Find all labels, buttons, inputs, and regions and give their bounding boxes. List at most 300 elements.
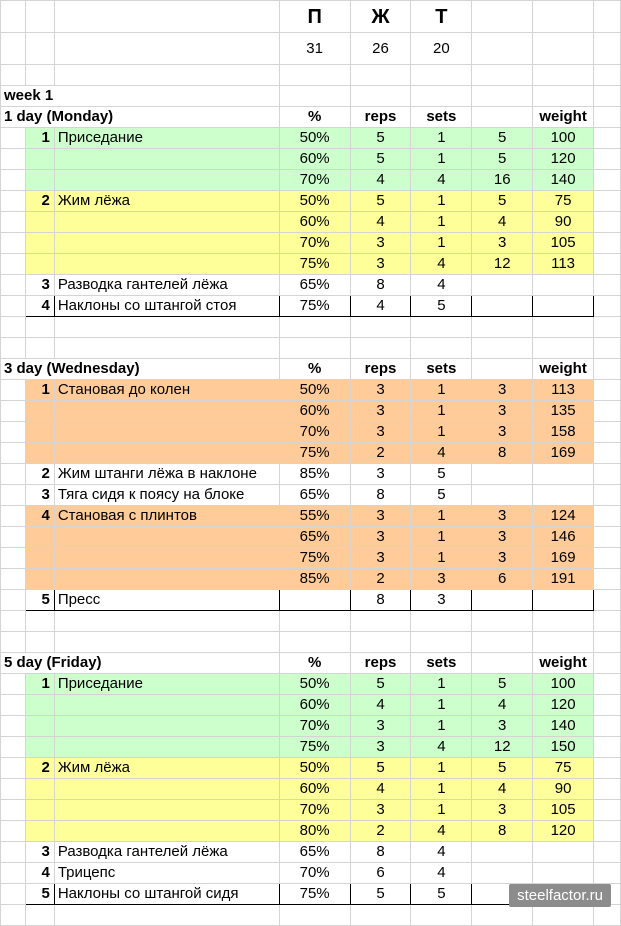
reps-cell[interactable]: 8: [350, 590, 411, 611]
empty-cell[interactable]: [594, 821, 621, 842]
empty-cell[interactable]: [594, 653, 621, 674]
empty-cell[interactable]: [1, 569, 26, 590]
total-reps-cell[interactable]: [472, 842, 533, 863]
column-header-weight[interactable]: weight: [533, 359, 594, 380]
empty-cell[interactable]: [533, 65, 594, 86]
exercise-number[interactable]: 3: [25, 485, 54, 506]
section-title[interactable]: 3 day (Wednesday): [1, 359, 280, 380]
empty-cell[interactable]: [25, 905, 54, 926]
empty-cell[interactable]: [533, 317, 594, 338]
empty-cell[interactable]: [279, 632, 350, 653]
empty-cell[interactable]: [594, 33, 621, 65]
sets-cell[interactable]: 1: [411, 674, 472, 695]
exercise-name[interactable]: [54, 716, 279, 737]
sets-cell[interactable]: 1: [411, 695, 472, 716]
empty-cell[interactable]: [411, 317, 472, 338]
empty-cell[interactable]: [594, 758, 621, 779]
empty-cell[interactable]: [594, 86, 621, 107]
weight-cell[interactable]: [533, 863, 594, 884]
empty-cell[interactable]: [1, 401, 26, 422]
empty-cell[interactable]: [594, 254, 621, 275]
empty-cell[interactable]: [1, 1, 26, 33]
exercise-name[interactable]: [54, 233, 279, 254]
empty-cell[interactable]: [533, 632, 594, 653]
exercise-name[interactable]: [54, 422, 279, 443]
empty-cell[interactable]: [533, 611, 594, 632]
empty-cell[interactable]: [594, 590, 621, 611]
exercise-number[interactable]: [25, 422, 54, 443]
empty-cell[interactable]: [472, 107, 533, 128]
empty-cell[interactable]: [594, 1, 621, 33]
percent-cell[interactable]: 85%: [279, 464, 350, 485]
total-reps-cell[interactable]: 5: [472, 128, 533, 149]
sets-cell[interactable]: 3: [411, 590, 472, 611]
exercise-name[interactable]: [54, 737, 279, 758]
sets-cell[interactable]: 1: [411, 527, 472, 548]
header-number[interactable]: 26: [350, 33, 411, 65]
reps-cell[interactable]: 3: [350, 422, 411, 443]
empty-cell[interactable]: [279, 317, 350, 338]
exercise-name[interactable]: [54, 527, 279, 548]
weight-cell[interactable]: 135: [533, 401, 594, 422]
empty-cell[interactable]: [54, 905, 279, 926]
empty-cell[interactable]: [472, 317, 533, 338]
exercise-number[interactable]: 2: [25, 191, 54, 212]
sets-cell[interactable]: 4: [411, 842, 472, 863]
empty-cell[interactable]: [594, 212, 621, 233]
empty-cell[interactable]: [1, 716, 26, 737]
reps-cell[interactable]: 5: [350, 149, 411, 170]
percent-cell[interactable]: 50%: [279, 758, 350, 779]
empty-cell[interactable]: [594, 422, 621, 443]
reps-cell[interactable]: 5: [350, 884, 411, 905]
percent-cell[interactable]: 75%: [279, 443, 350, 464]
empty-cell[interactable]: [1, 317, 26, 338]
empty-cell[interactable]: [1, 254, 26, 275]
sets-cell[interactable]: 5: [411, 296, 472, 317]
empty-cell[interactable]: [594, 695, 621, 716]
exercise-number[interactable]: [25, 548, 54, 569]
total-reps-cell[interactable]: [472, 296, 533, 317]
total-reps-cell[interactable]: 3: [472, 401, 533, 422]
empty-cell[interactable]: [1, 65, 26, 86]
percent-cell[interactable]: 70%: [279, 233, 350, 254]
weight-cell[interactable]: 140: [533, 716, 594, 737]
empty-cell[interactable]: [472, 86, 533, 107]
empty-cell[interactable]: [1, 695, 26, 716]
sets-cell[interactable]: 1: [411, 233, 472, 254]
sets-cell[interactable]: 1: [411, 380, 472, 401]
empty-cell[interactable]: [594, 464, 621, 485]
empty-cell[interactable]: [472, 359, 533, 380]
reps-cell[interactable]: 2: [350, 821, 411, 842]
total-reps-cell[interactable]: 4: [472, 695, 533, 716]
empty-cell[interactable]: [1, 464, 26, 485]
exercise-number[interactable]: [25, 737, 54, 758]
exercise-name[interactable]: [54, 443, 279, 464]
empty-cell[interactable]: [1, 33, 26, 65]
exercise-name[interactable]: Приседание: [54, 128, 279, 149]
total-reps-cell[interactable]: 8: [472, 443, 533, 464]
exercise-number[interactable]: [25, 716, 54, 737]
sets-cell[interactable]: 4: [411, 275, 472, 296]
exercise-name[interactable]: Жим лёжа: [54, 758, 279, 779]
weight-cell[interactable]: 150: [533, 737, 594, 758]
empty-cell[interactable]: [1, 758, 26, 779]
column-header-weight[interactable]: weight: [533, 107, 594, 128]
weight-cell[interactable]: 90: [533, 779, 594, 800]
empty-cell[interactable]: [1, 233, 26, 254]
total-reps-cell[interactable]: 12: [472, 254, 533, 275]
exercise-number[interactable]: [25, 233, 54, 254]
empty-cell[interactable]: [533, 905, 594, 926]
exercise-name[interactable]: [54, 170, 279, 191]
sets-cell[interactable]: 1: [411, 548, 472, 569]
total-reps-cell[interactable]: 5: [472, 191, 533, 212]
empty-cell[interactable]: [594, 359, 621, 380]
weight-cell[interactable]: 75: [533, 758, 594, 779]
sets-cell[interactable]: 3: [411, 569, 472, 590]
empty-cell[interactable]: [594, 905, 621, 926]
empty-cell[interactable]: [472, 611, 533, 632]
reps-cell[interactable]: 4: [350, 212, 411, 233]
exercise-name[interactable]: Разводка гантелей лёжа: [54, 275, 279, 296]
exercise-number[interactable]: 3: [25, 842, 54, 863]
percent-cell[interactable]: 50%: [279, 380, 350, 401]
exercise-number[interactable]: 1: [25, 674, 54, 695]
empty-cell[interactable]: [533, 1, 594, 33]
total-reps-cell[interactable]: 3: [472, 800, 533, 821]
empty-cell[interactable]: [411, 632, 472, 653]
header-number[interactable]: 31: [279, 33, 350, 65]
column-header-sets[interactable]: sets: [411, 653, 472, 674]
weight-cell[interactable]: [533, 275, 594, 296]
percent-cell[interactable]: 85%: [279, 569, 350, 590]
empty-cell[interactable]: [350, 317, 411, 338]
empty-cell[interactable]: [594, 611, 621, 632]
total-reps-cell[interactable]: 8: [472, 821, 533, 842]
reps-cell[interactable]: 3: [350, 716, 411, 737]
empty-cell[interactable]: [472, 653, 533, 674]
exercise-name[interactable]: Становая до колен: [54, 380, 279, 401]
empty-cell[interactable]: [1, 842, 26, 863]
weight-cell[interactable]: 120: [533, 149, 594, 170]
exercise-name[interactable]: Тяга сидя к поясу на блоке: [54, 485, 279, 506]
exercise-name[interactable]: Жим штанги лёжа в наклоне: [54, 464, 279, 485]
sets-cell[interactable]: 4: [411, 254, 472, 275]
column-header-percent[interactable]: %: [279, 359, 350, 380]
empty-cell[interactable]: [279, 86, 350, 107]
empty-cell[interactable]: [1, 905, 26, 926]
exercise-name[interactable]: Становая с плинтов: [54, 506, 279, 527]
empty-cell[interactable]: [594, 506, 621, 527]
column-header-sets[interactable]: sets: [411, 107, 472, 128]
weight-cell[interactable]: 90: [533, 212, 594, 233]
reps-cell[interactable]: 5: [350, 191, 411, 212]
percent-cell[interactable]: 70%: [279, 863, 350, 884]
empty-cell[interactable]: [350, 905, 411, 926]
exercise-name[interactable]: Разводка гантелей лёжа: [54, 842, 279, 863]
exercise-name[interactable]: [54, 212, 279, 233]
empty-cell[interactable]: [25, 317, 54, 338]
reps-cell[interactable]: 4: [350, 296, 411, 317]
empty-cell[interactable]: [279, 611, 350, 632]
empty-cell[interactable]: [1, 149, 26, 170]
weight-cell[interactable]: [533, 590, 594, 611]
empty-cell[interactable]: [594, 338, 621, 359]
weight-cell[interactable]: [533, 485, 594, 506]
empty-cell[interactable]: [25, 632, 54, 653]
exercise-number[interactable]: [25, 569, 54, 590]
total-reps-cell[interactable]: 3: [472, 380, 533, 401]
empty-cell[interactable]: [1, 674, 26, 695]
empty-cell[interactable]: [594, 842, 621, 863]
exercise-number[interactable]: [25, 527, 54, 548]
empty-cell[interactable]: [411, 611, 472, 632]
total-reps-cell[interactable]: 6: [472, 569, 533, 590]
weight-cell[interactable]: 158: [533, 422, 594, 443]
total-reps-cell[interactable]: 3: [472, 233, 533, 254]
exercise-number[interactable]: 5: [25, 590, 54, 611]
percent-cell[interactable]: 75%: [279, 548, 350, 569]
empty-cell[interactable]: [594, 401, 621, 422]
empty-cell[interactable]: [1, 128, 26, 149]
percent-cell[interactable]: 70%: [279, 800, 350, 821]
exercise-name[interactable]: [54, 779, 279, 800]
exercise-name[interactable]: [54, 695, 279, 716]
reps-cell[interactable]: 8: [350, 485, 411, 506]
empty-cell[interactable]: [1, 506, 26, 527]
percent-cell[interactable]: 60%: [279, 401, 350, 422]
exercise-number[interactable]: 2: [25, 758, 54, 779]
empty-cell[interactable]: [350, 65, 411, 86]
percent-cell[interactable]: 75%: [279, 737, 350, 758]
reps-cell[interactable]: 3: [350, 254, 411, 275]
empty-cell[interactable]: [411, 65, 472, 86]
empty-cell[interactable]: [594, 296, 621, 317]
empty-cell[interactable]: [54, 1, 279, 33]
empty-cell[interactable]: [594, 65, 621, 86]
reps-cell[interactable]: 8: [350, 842, 411, 863]
sets-cell[interactable]: 4: [411, 737, 472, 758]
empty-cell[interactable]: [1, 380, 26, 401]
weight-cell[interactable]: 105: [533, 800, 594, 821]
sets-cell[interactable]: 4: [411, 170, 472, 191]
percent-cell[interactable]: 70%: [279, 716, 350, 737]
exercise-number[interactable]: [25, 401, 54, 422]
reps-cell[interactable]: 3: [350, 380, 411, 401]
exercise-number[interactable]: 1: [25, 380, 54, 401]
percent-cell[interactable]: 75%: [279, 296, 350, 317]
header-number[interactable]: 20: [411, 33, 472, 65]
column-header-weight[interactable]: weight: [533, 653, 594, 674]
empty-cell[interactable]: [1, 485, 26, 506]
sets-cell[interactable]: 4: [411, 821, 472, 842]
reps-cell[interactable]: 3: [350, 464, 411, 485]
exercise-number[interactable]: [25, 800, 54, 821]
reps-cell[interactable]: 8: [350, 275, 411, 296]
empty-cell[interactable]: [472, 1, 533, 33]
sets-cell[interactable]: 4: [411, 863, 472, 884]
percent-cell[interactable]: 60%: [279, 779, 350, 800]
week-label[interactable]: week 1: [1, 86, 280, 107]
reps-cell[interactable]: 6: [350, 863, 411, 884]
empty-cell[interactable]: [1, 548, 26, 569]
reps-cell[interactable]: 5: [350, 674, 411, 695]
total-reps-cell[interactable]: 5: [472, 674, 533, 695]
empty-cell[interactable]: [594, 548, 621, 569]
empty-cell[interactable]: [350, 86, 411, 107]
reps-cell[interactable]: 4: [350, 695, 411, 716]
exercise-number[interactable]: [25, 212, 54, 233]
empty-cell[interactable]: [1, 338, 26, 359]
reps-cell[interactable]: 5: [350, 758, 411, 779]
exercise-name[interactable]: Трицепс: [54, 863, 279, 884]
exercise-number[interactable]: [25, 443, 54, 464]
exercise-name[interactable]: [54, 401, 279, 422]
total-reps-cell[interactable]: 3: [472, 506, 533, 527]
empty-cell[interactable]: [472, 65, 533, 86]
column-header-reps[interactable]: reps: [350, 359, 411, 380]
empty-cell[interactable]: [1, 821, 26, 842]
percent-cell[interactable]: 60%: [279, 212, 350, 233]
empty-cell[interactable]: [472, 338, 533, 359]
weight-cell[interactable]: [533, 842, 594, 863]
empty-cell[interactable]: [594, 632, 621, 653]
weight-cell[interactable]: 75: [533, 191, 594, 212]
empty-cell[interactable]: [594, 128, 621, 149]
empty-cell[interactable]: [594, 443, 621, 464]
weight-cell[interactable]: 191: [533, 569, 594, 590]
column-header-reps[interactable]: reps: [350, 107, 411, 128]
empty-cell[interactable]: [594, 863, 621, 884]
total-reps-cell[interactable]: [472, 590, 533, 611]
weight-cell[interactable]: 120: [533, 821, 594, 842]
weight-cell[interactable]: 113: [533, 254, 594, 275]
exercise-name[interactable]: Приседание: [54, 674, 279, 695]
reps-cell[interactable]: 2: [350, 443, 411, 464]
empty-cell[interactable]: [350, 338, 411, 359]
percent-cell[interactable]: 65%: [279, 527, 350, 548]
sets-cell[interactable]: 1: [411, 401, 472, 422]
percent-cell[interactable]: 75%: [279, 254, 350, 275]
empty-cell[interactable]: [1, 296, 26, 317]
exercise-name[interactable]: Наклоны со штангой сидя: [54, 884, 279, 905]
sets-cell[interactable]: 1: [411, 149, 472, 170]
empty-cell[interactable]: [350, 611, 411, 632]
empty-cell[interactable]: [1, 863, 26, 884]
empty-cell[interactable]: [1, 737, 26, 758]
total-reps-cell[interactable]: 5: [472, 758, 533, 779]
empty-cell[interactable]: [594, 485, 621, 506]
empty-cell[interactable]: [1, 632, 26, 653]
empty-cell[interactable]: [533, 338, 594, 359]
sets-cell[interactable]: 5: [411, 464, 472, 485]
sets-cell[interactable]: 1: [411, 800, 472, 821]
empty-cell[interactable]: [279, 905, 350, 926]
exercise-number[interactable]: 5: [25, 884, 54, 905]
total-reps-cell[interactable]: 4: [472, 779, 533, 800]
empty-cell[interactable]: [472, 905, 533, 926]
exercise-number[interactable]: 4: [25, 296, 54, 317]
exercise-number[interactable]: [25, 149, 54, 170]
empty-cell[interactable]: [411, 86, 472, 107]
total-reps-cell[interactable]: [472, 464, 533, 485]
section-title[interactable]: 5 day (Friday): [1, 653, 280, 674]
weight-cell[interactable]: 113: [533, 380, 594, 401]
empty-cell[interactable]: [533, 86, 594, 107]
total-reps-cell[interactable]: 4: [472, 212, 533, 233]
weight-cell[interactable]: 140: [533, 170, 594, 191]
percent-cell[interactable]: 60%: [279, 695, 350, 716]
empty-cell[interactable]: [594, 170, 621, 191]
total-reps-cell[interactable]: [472, 275, 533, 296]
reps-cell[interactable]: 5: [350, 128, 411, 149]
reps-cell[interactable]: 3: [350, 548, 411, 569]
exercise-name[interactable]: [54, 548, 279, 569]
column-header-percent[interactable]: %: [279, 107, 350, 128]
empty-cell[interactable]: [594, 737, 621, 758]
empty-cell[interactable]: [594, 149, 621, 170]
header-letter[interactable]: Т: [411, 1, 472, 33]
empty-cell[interactable]: [54, 632, 279, 653]
empty-cell[interactable]: [1, 527, 26, 548]
exercise-name[interactable]: Жим лёжа: [54, 191, 279, 212]
total-reps-cell[interactable]: 12: [472, 737, 533, 758]
column-header-reps[interactable]: reps: [350, 653, 411, 674]
exercise-number[interactable]: 4: [25, 506, 54, 527]
empty-cell[interactable]: [594, 779, 621, 800]
sets-cell[interactable]: 1: [411, 212, 472, 233]
percent-cell[interactable]: 50%: [279, 128, 350, 149]
empty-cell[interactable]: [1, 611, 26, 632]
section-title[interactable]: 1 day (Monday): [1, 107, 280, 128]
sets-cell[interactable]: 5: [411, 884, 472, 905]
weight-cell[interactable]: 124: [533, 506, 594, 527]
exercise-name[interactable]: [54, 254, 279, 275]
empty-cell[interactable]: [25, 1, 54, 33]
empty-cell[interactable]: [54, 33, 279, 65]
empty-cell[interactable]: [594, 716, 621, 737]
empty-cell[interactable]: [25, 611, 54, 632]
empty-cell[interactable]: [1, 800, 26, 821]
percent-cell[interactable]: 55%: [279, 506, 350, 527]
total-reps-cell[interactable]: 3: [472, 716, 533, 737]
empty-cell[interactable]: [411, 905, 472, 926]
total-reps-cell[interactable]: 3: [472, 548, 533, 569]
empty-cell[interactable]: [1, 422, 26, 443]
total-reps-cell[interactable]: 3: [472, 527, 533, 548]
weight-cell[interactable]: 100: [533, 128, 594, 149]
empty-cell[interactable]: [594, 233, 621, 254]
empty-cell[interactable]: [594, 380, 621, 401]
percent-cell[interactable]: 50%: [279, 674, 350, 695]
percent-cell[interactable]: 70%: [279, 170, 350, 191]
percent-cell[interactable]: 65%: [279, 275, 350, 296]
empty-cell[interactable]: [279, 338, 350, 359]
empty-cell[interactable]: [1, 884, 26, 905]
sets-cell[interactable]: 1: [411, 716, 472, 737]
reps-cell[interactable]: 3: [350, 233, 411, 254]
empty-cell[interactable]: [594, 800, 621, 821]
empty-cell[interactable]: [472, 632, 533, 653]
exercise-number[interactable]: [25, 779, 54, 800]
empty-cell[interactable]: [1, 443, 26, 464]
empty-cell[interactable]: [1, 212, 26, 233]
empty-cell[interactable]: [25, 65, 54, 86]
reps-cell[interactable]: 3: [350, 800, 411, 821]
sets-cell[interactable]: 1: [411, 506, 472, 527]
